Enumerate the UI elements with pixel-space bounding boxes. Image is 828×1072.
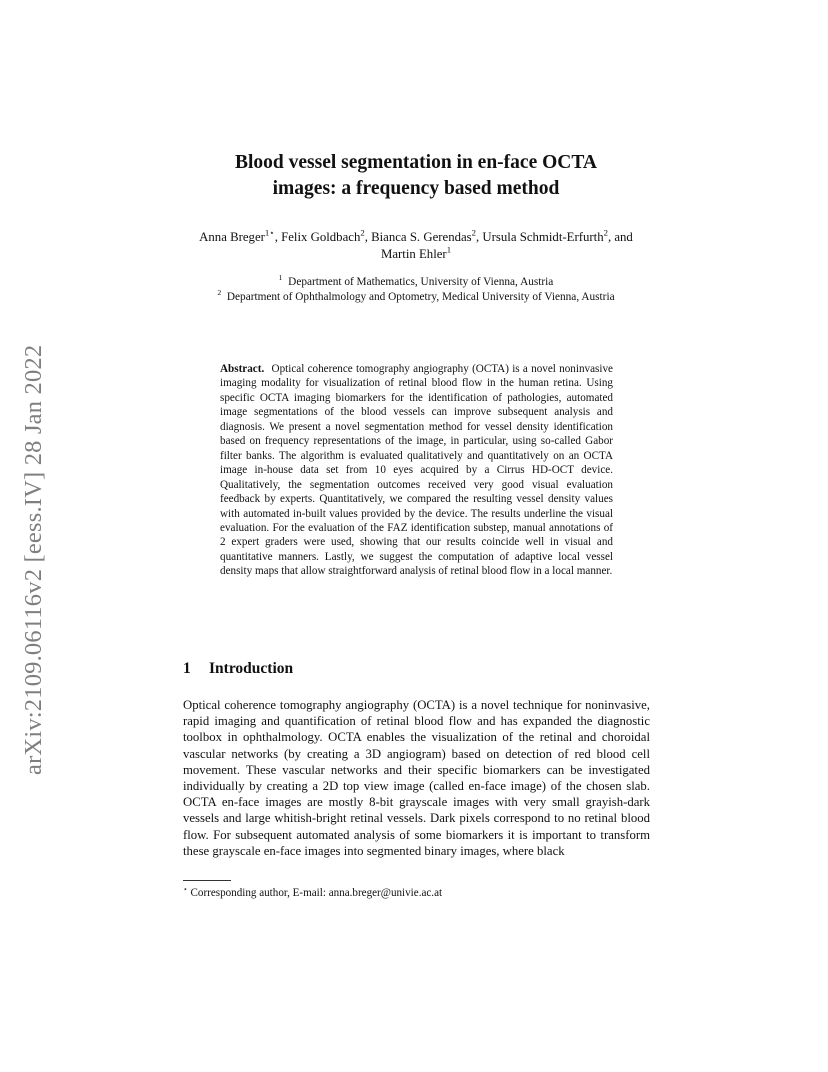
abstract-text: Optical coherence tomography angiography (OCTA) is a novel noninvasive imaging modality for visualization of retinal blood flow in the human retina. Using specific OCTA imaging biomarkers for the identification of pathologies, automated image segmentations of the blood vessels can improve subsequent analysis and diagnosis. We present a novel segmentation method for vessel density identification based on frequency representations of the image, in particular, using so-called Gabor filter banks. The algorithm is evaluated qualitatively and quantitatively on an OCTA image in-house data set from 10 eyes acquired by a Cirrus HD-OCT device. Qualitatively, the segmentation outcomes received very good visual evaluation feedback by experts. Quantitatively, we compared the resulting vessel density values with automated in-built values provided by the device. The results underline the visual evaluation. For the evaluation of the FAZ identification substep, manual annotations of 2 expert graders were used, showing that our results coincide well in visual and quantitative manners. Lastly, we suggest the computation of adaptive local vessel density maps that allow straightforward analysis of retinal blood flow in a local manner. <box>220 363 613 578</box>
author-affil-mark: 2 <box>603 227 608 238</box>
section-number: 1 <box>183 660 191 677</box>
footnote-mark: ⋆ <box>183 884 188 894</box>
affiliation-text: Department of Mathematics, University of Vienna, Austria <box>288 276 554 288</box>
affiliation-mark: 1 <box>278 273 283 283</box>
author-affil-mark: 1 <box>446 244 452 255</box>
author-name: , and Martin Ehler <box>380 230 633 261</box>
affiliation-mark: 2 <box>217 287 222 297</box>
affiliation-1 <box>183 275 649 290</box>
author-affil-mark: 2 <box>471 227 476 238</box>
abstract-label: Abstract. <box>220 363 265 375</box>
title-line-1: Blood vessel segmentation in en-face OCTA <box>235 152 597 173</box>
affiliations <box>183 275 649 304</box>
author-list <box>183 229 649 263</box>
author-name: , Felix Goldbach <box>274 230 361 244</box>
footnote-text: Corresponding author, E-mail: anna.breger@univie.ac.at <box>190 887 443 899</box>
author-name: , Ursula Schmidt-Erfurth <box>476 230 604 244</box>
paper-title <box>183 150 649 202</box>
abstract <box>220 362 613 579</box>
arxiv-identifier: arXiv:2109.06116v2 [eess.IV] 28 Jan 2022 <box>20 344 47 775</box>
author-affil-mark: 1⋆ <box>264 227 275 238</box>
author-name: , Bianca S. Gerendas <box>364 230 472 244</box>
section-title: Introduction <box>209 660 294 677</box>
title-line-2: images: a frequency based method <box>272 178 560 199</box>
footnote-rule <box>183 880 231 881</box>
section-heading <box>183 660 649 678</box>
affiliation-2 <box>183 287 649 305</box>
affiliation-text: Department of Ophthalmology and Optometry, Medical University of Vienna, Austria <box>226 290 615 303</box>
author-affil-mark: 2 <box>360 227 365 238</box>
introduction-paragraph: Optical coherence tomography angiography (OCTA) is a novel technique for noninvasive, rapid imaging and quantification of retinal blood flow and has expanded the diagnostic toolbox in ophthalmology. OCTA enables the visualization of the retinal and choroidal vascular networks (by creating a 3D angiogram) based on detection of red blood cell movement. These vascular networks and their specific biomarkers can be investigated individually by creating a 2D top view image (called en-face image) of the chosen slab. OCTA en-face images are mostly 8-bit grayscale images with very small grayish-dark vessels and large whitish-bright retinal vessels. Dark pixels correspond to no retinal blood flow. For subsequent automated analysis of some biomarkers it is important to transform these grayscale en-face images into segmented binary images, where black <box>183 698 650 858</box>
footnote <box>183 886 649 900</box>
author-name: Anna Breger <box>199 230 265 244</box>
